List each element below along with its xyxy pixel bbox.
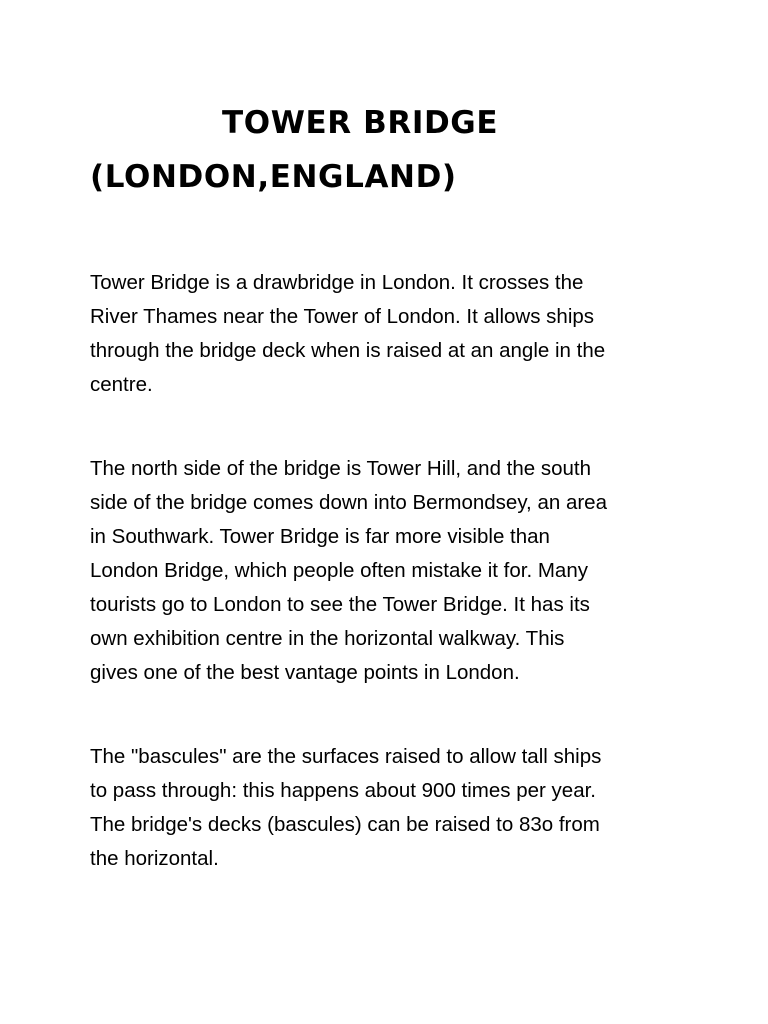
paragraph-line: centre. [90,373,153,396]
paragraph-line: The "bascules" are the surfaces raised to allow tall ships [90,745,602,768]
title-line-2: (LONDON,ENGLAND) [90,159,457,195]
title-line-1: TOWER BRIDGE [222,105,499,141]
document-body [90,266,690,926]
paragraph-line: Tower Bridge is a drawbridge in London. It crosses the [90,271,584,294]
paragraph-line: River Thames near the Tower of London. It allows ships [90,305,595,328]
paragraph-line: tourists go to London to see the Tower Bridge. It has its [90,593,590,616]
paragraph-line: The bridge's decks (bascules) can be raised to 83o from [90,813,600,836]
paragraph-line: in Southwark. Tower Bridge is far more visible than [90,525,550,548]
paragraph-line: The north side of the bridge is Tower Hill, and the south [90,457,592,480]
paragraph-line: gives one of the best vantage points in London. [90,661,520,684]
document-title [90,96,498,204]
paragraph-line: side of the bridge comes down into Bermondsey, an area [90,491,607,514]
paragraph-line: own exhibition centre in the horizontal walkway. This [90,627,565,650]
paragraph-line: to pass through: this happens about 900 times per year. [90,779,596,802]
paragraph-3 [90,740,690,876]
paragraph-1 [90,266,690,402]
paragraph-2 [90,452,690,690]
paragraph-line: London Bridge, which people often mistake it for. Many [90,559,588,582]
paragraph-line: through the bridge deck when is raised at an angle in the [90,339,606,362]
paragraph-line: the horizontal. [90,847,219,870]
